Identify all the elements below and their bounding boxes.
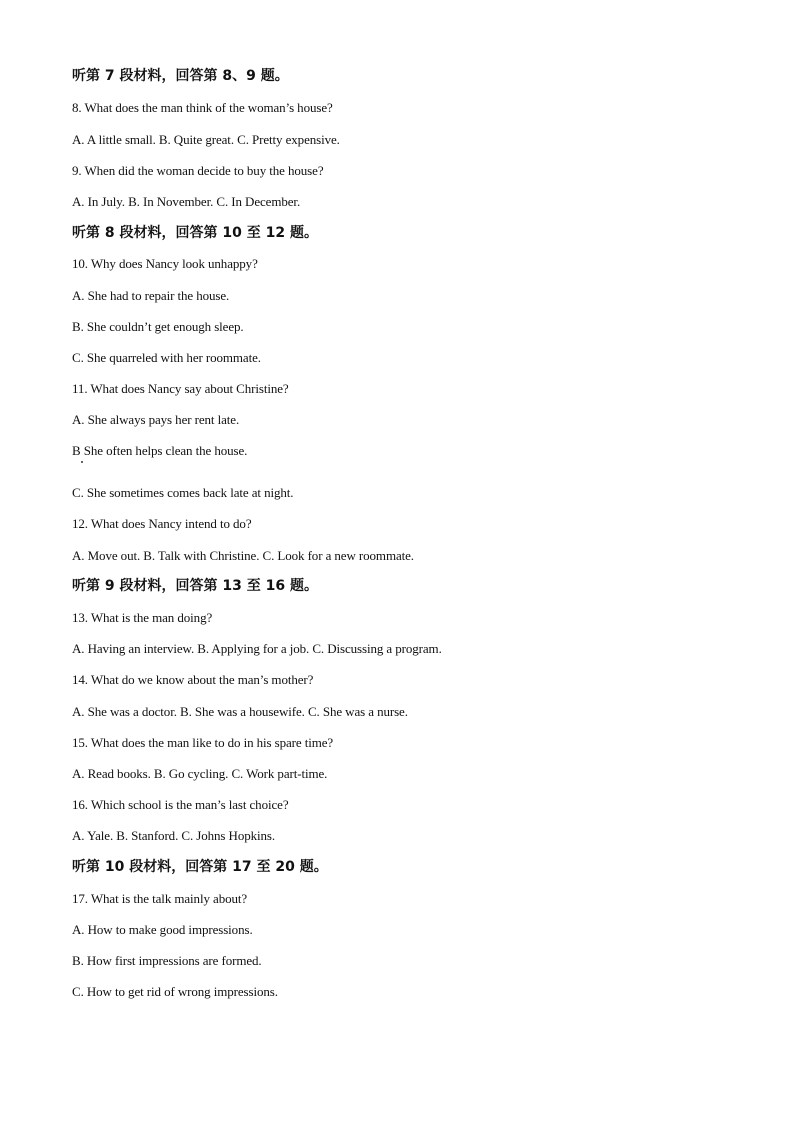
answer-option: B She often helps clean the house.	[72, 443, 248, 458]
answer-options: A. A little small. B. Quite great. C. Pretty expensive.	[72, 132, 340, 147]
answer-options: A. In July. B. In November. C. In December.	[72, 194, 301, 209]
section-heading: 听第 9 段材料，回答第 13 至 16 题。	[72, 578, 318, 594]
answer-option: A. She had to repair the house.	[72, 288, 230, 303]
answer-options: A. Yale. B. Stanford. C. Johns Hopkins.	[72, 828, 276, 843]
section-heading: 听第 7 段材料，回答第 8、9 题。	[72, 68, 289, 84]
answer-option: C. She quarreled with her roommate.	[72, 350, 261, 365]
answer-options: A. Move out. B. Talk with Christine. C. Look for a new roommate.	[72, 548, 414, 563]
question-text: 10. Why does Nancy look unhappy?	[72, 256, 258, 271]
answer-option: A. She always pays her rent late.	[72, 412, 240, 427]
period-mark	[81, 461, 83, 463]
question-text: 12. What does Nancy intend to do?	[72, 516, 252, 531]
answer-option: B. How first impressions are formed.	[72, 953, 262, 968]
question-text: 13. What is the man doing?	[72, 610, 213, 625]
question-text: 15. What does the man like to do in his spare time?	[72, 735, 334, 750]
answer-options: A. Having an interview. B. Applying for a job. C. Discussing a program.	[72, 641, 442, 656]
section-heading: 听第 10 段材料，回答第 17 至 20 题。	[72, 859, 328, 875]
answer-option: B. She couldn’t get enough sleep.	[72, 319, 244, 334]
question-text: 9. When did the woman decide to buy the house?	[72, 163, 324, 178]
question-text: 14. What do we know about the man’s mother?	[72, 672, 314, 687]
answer-option: C. How to get rid of wrong impressions.	[72, 984, 278, 999]
answer-option: C. She sometimes comes back late at night.	[72, 485, 294, 500]
question-text: 17. What is the talk mainly about?	[72, 891, 248, 906]
question-text: 8. What does the man think of the woman’s house?	[72, 100, 333, 115]
answer-option: A. How to make good impressions.	[72, 922, 253, 937]
question-text: 16. Which school is the man’s last choice?	[72, 797, 289, 812]
section-heading: 听第 8 段材料，回答第 10 至 12 题。	[72, 225, 318, 241]
question-text: 11. What does Nancy say about Christine?	[72, 381, 289, 396]
answer-options: A. Read books. B. Go cycling. C. Work part-time.	[72, 766, 328, 781]
answer-options: A. She was a doctor. B. She was a housewife. C. She was a nurse.	[72, 704, 408, 719]
